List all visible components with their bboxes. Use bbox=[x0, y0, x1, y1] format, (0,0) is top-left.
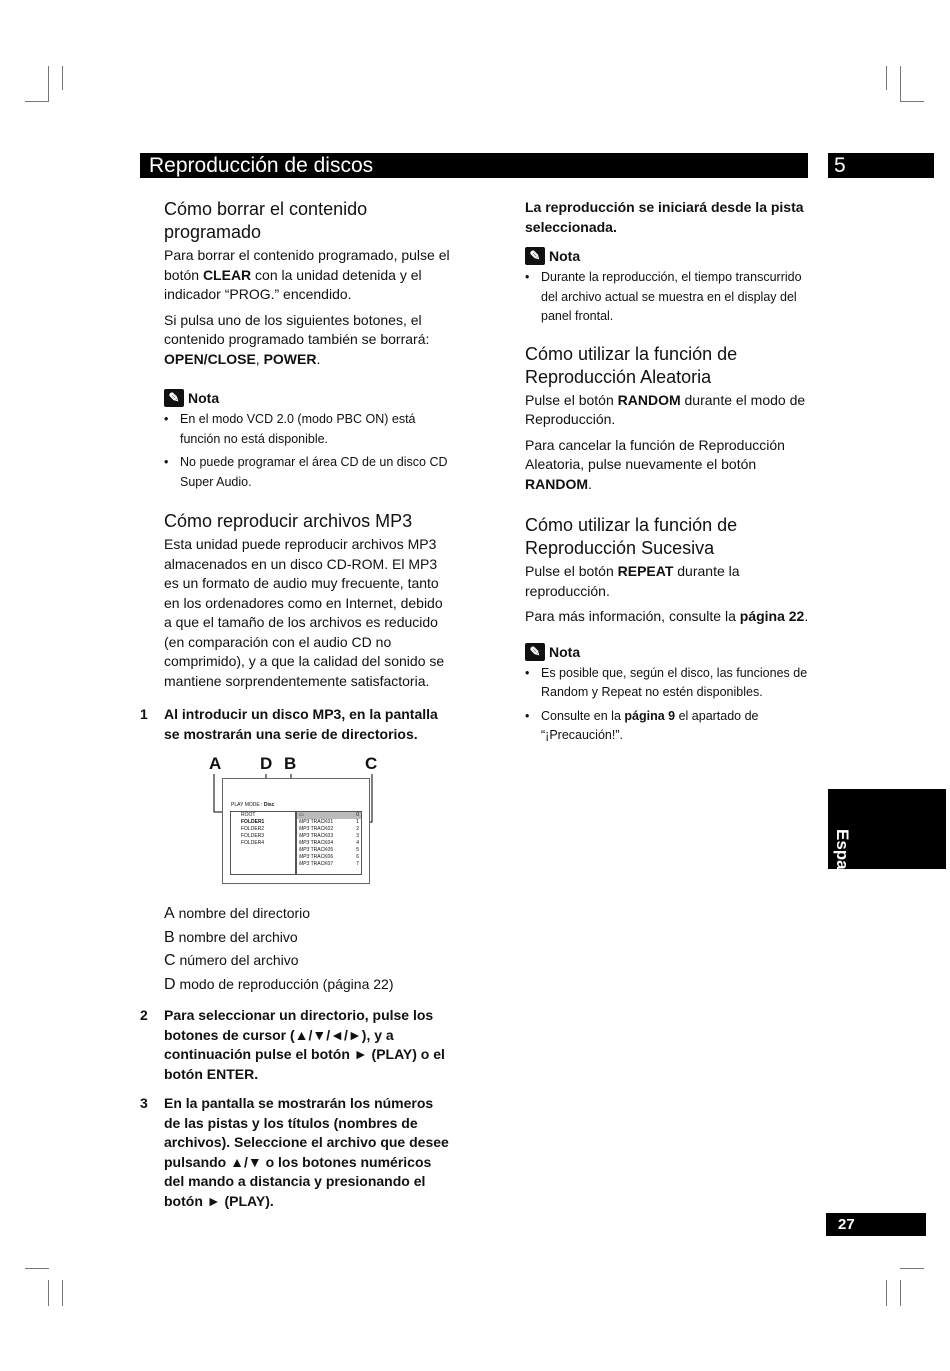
pencil-icon: ✎ bbox=[525, 643, 545, 661]
table-row[interactable]: MP3 TRACK03 3 bbox=[299, 833, 359, 839]
play-mode-value: Disc bbox=[263, 802, 275, 808]
pencil-icon: ✎ bbox=[525, 247, 545, 265]
label-d: D bbox=[260, 754, 273, 773]
list-item: • Durante la reproducción, el tiempo transcurrido del archivo actual se muestra en el display del panel frontal. bbox=[525, 268, 811, 327]
crop-mark bbox=[900, 1268, 924, 1269]
right-column bbox=[525, 198, 811, 750]
label-a: A bbox=[209, 754, 222, 773]
page-number: 27 bbox=[826, 1213, 926, 1236]
section-title: Cómo borrar el contenido programado bbox=[164, 199, 368, 242]
step-1: 1 Al introducir un disco MP3, en la pantalla se mostrarán una serie de directorios. bbox=[140, 706, 438, 742]
crop-mark bbox=[900, 101, 924, 102]
osd-screen bbox=[222, 778, 370, 884]
list-item[interactable]: FOLDER1 bbox=[241, 819, 265, 825]
crop-mark bbox=[25, 1268, 49, 1269]
paragraph: La reproducción se iniciará desde la pista seleccionada. bbox=[525, 199, 804, 235]
table-row[interactable]: MP3 TRACK01 1 bbox=[299, 819, 359, 825]
crop-mark bbox=[900, 1280, 901, 1306]
crop-mark bbox=[62, 1280, 63, 1306]
note-heading: ✎ Nota bbox=[525, 643, 811, 661]
crop-mark bbox=[62, 66, 63, 90]
list-item: • En el modo VCD 2.0 (modo PBC ON) está función no está disponible. bbox=[164, 410, 450, 449]
step-3: 3 En la pantalla se mostrarán los números de las pistas y los títulos (nombres de archivos). Seleccione el archivo que desee pulsando ▲/▼ o los botones numéricos del mando a distancia y presionando el botón ► (PLAY). bbox=[140, 1095, 449, 1209]
section-title: Cómo utilizar la función de Reproducción Sucesiva bbox=[525, 515, 738, 558]
paragraph: Si pulsa uno de los siguientes botones, el contenido programado también se borrará: OPEN/CLOSE, POWER. bbox=[164, 311, 430, 367]
chapter-bar bbox=[828, 153, 934, 178]
legend-item: C número del archivo bbox=[164, 952, 299, 969]
label-c: C bbox=[365, 754, 378, 773]
list-item[interactable]: ROOT bbox=[241, 812, 256, 818]
table-row[interactable]: MP3 TRACK05 5 bbox=[299, 847, 359, 853]
table-row[interactable]: MP3 TRACK04 4 bbox=[299, 840, 359, 846]
note-list bbox=[525, 664, 811, 746]
crop-mark bbox=[25, 101, 49, 102]
track-header: ▭ 0 bbox=[299, 812, 359, 818]
table-row[interactable]: MP3 TRACK07 7 bbox=[299, 861, 359, 867]
list-item: • Consulte en la página 9 el apartado de “¡Precaución!”. bbox=[525, 707, 811, 746]
section-title: Cómo utilizar la función de Reproducción Aleatoria bbox=[525, 343, 738, 387]
paragraph: Para más información, consulte la página 22. bbox=[525, 608, 809, 624]
folder-icon: ▭ bbox=[299, 812, 304, 818]
legend-item: A nombre del directorio bbox=[164, 905, 311, 922]
crop-mark bbox=[886, 66, 887, 90]
language-tab bbox=[828, 789, 946, 896]
section-title: Cómo reproducir archivos MP3 bbox=[164, 511, 413, 531]
paragraph: Esta unidad puede reproducir archivos MP3 almacenados en un disco CD-ROM. El MP3 es un formato de audio muy frecuente, tanto en los ordenadores como en Internet, debido a que el tamaño de los archivos es reducido (en comparación con el audio CD no comprimido), y a que la calidad del sonido se mantiene sorprendentemente satisfactoria. bbox=[164, 536, 445, 689]
figure-legend bbox=[164, 904, 450, 994]
play-mode-label: PLAY MODE : bbox=[231, 802, 263, 808]
note-heading: ✎ Nota bbox=[164, 389, 450, 407]
list-item[interactable]: FOLDER2 bbox=[241, 826, 265, 832]
language-label: Español bbox=[833, 829, 852, 896]
paragraph: Para borrar el contenido programado, pulse el botón CLEAR con la unidad detenida y el indicador “PROG.” encendido. bbox=[164, 247, 450, 302]
crop-mark bbox=[48, 66, 49, 102]
chapter-number: 5 bbox=[834, 154, 846, 177]
note-list bbox=[525, 268, 811, 327]
table-row[interactable]: MP3 TRACK02 2 bbox=[299, 826, 359, 832]
header-bar bbox=[140, 153, 808, 178]
left-column bbox=[140, 198, 450, 1221]
page-title: Reproducción de discos bbox=[149, 154, 374, 177]
crop-mark bbox=[900, 66, 901, 102]
legend-item: D modo de reproducción (página 22) bbox=[164, 975, 394, 993]
note-heading: ✎ Nota bbox=[525, 247, 811, 265]
paragraph: Pulse el botón RANDOM durante el modo de Reproducción. bbox=[525, 391, 806, 427]
paragraph: Para cancelar la función de Reproducción Aleatoria, pulse nuevamente el botón RANDOM. bbox=[525, 436, 785, 492]
track-pane bbox=[296, 811, 362, 875]
legend-item: B nombre del archivo bbox=[164, 928, 298, 946]
paragraph: Pulse el botón REPEAT durante la reproducción. bbox=[525, 563, 740, 599]
crop-mark bbox=[886, 1280, 887, 1306]
crop-mark bbox=[48, 1280, 49, 1306]
step-2: 2 Para seleccionar un directorio, pulse los botones de cursor (▲/▼/◄/►), y a continuación pulse el botón ► (PLAY) o el botón ENTER. bbox=[140, 1007, 445, 1082]
table-row[interactable]: MP3 TRACK06 6 bbox=[299, 854, 359, 860]
list-item[interactable]: FOLDER3 bbox=[241, 833, 265, 839]
label-b: B bbox=[284, 754, 297, 773]
list-item[interactable]: FOLDER4 bbox=[241, 840, 265, 846]
list-item: • No puede programar el área CD de un disco CD Super Audio. bbox=[164, 453, 450, 492]
mp3-screen-figure bbox=[164, 754, 450, 892]
note-list bbox=[164, 410, 450, 492]
pencil-icon: ✎ bbox=[164, 389, 184, 407]
folder-pane bbox=[230, 811, 296, 875]
list-item: • Es posible que, según el disco, las funciones de Random y Repeat no estén disponibles. bbox=[525, 664, 811, 703]
